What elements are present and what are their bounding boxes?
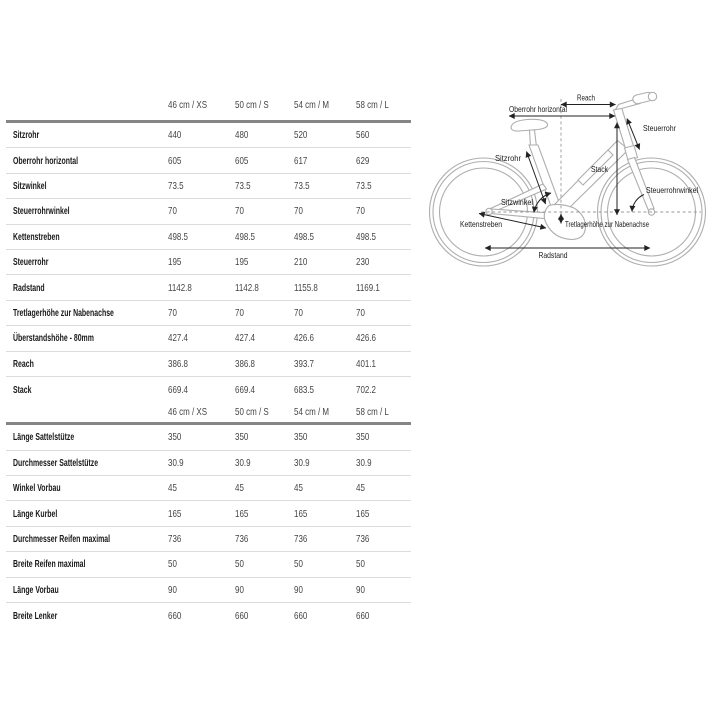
row-value: 520 [294, 129, 308, 142]
row-value: 660 [235, 609, 249, 622]
table-row [6, 275, 411, 300]
table-row [6, 225, 411, 250]
row-value: 605 [235, 154, 249, 167]
component-geometry-table [6, 402, 411, 628]
row-value: 70 [168, 306, 177, 319]
saddle [511, 119, 548, 131]
row-label: Überstandshöhe - 80mm [13, 332, 94, 345]
row-value: 498.5 [235, 230, 255, 243]
row-value: 50 [235, 558, 244, 571]
row-value: 70 [168, 205, 177, 218]
row-value: 427.4 [168, 332, 188, 345]
kettenstreben-label: Kettenstreben [460, 219, 503, 229]
row-label: Länge Sattelstütze [13, 431, 75, 444]
table-row [6, 451, 411, 476]
row-value: 669.4 [235, 383, 255, 396]
row-label: Länge Kurbel [13, 507, 58, 520]
row-value: 350 [294, 431, 308, 444]
size-column-header: 46 cm / XS [168, 406, 208, 419]
row-value: 401.1 [356, 357, 376, 370]
row-value: 350 [235, 431, 249, 444]
steuerrohr-label: Steuerrohr [643, 123, 677, 133]
row-label: Oberrohr horizontal [13, 154, 79, 167]
size-column-header: 58 cm / L [356, 406, 389, 419]
bike-outline [430, 92, 706, 266]
row-label: Breite Reifen maximal [13, 558, 86, 571]
row-value: 702.2 [356, 383, 376, 396]
chain-stay [491, 209, 550, 219]
row-value: 50 [294, 558, 303, 571]
table-row [6, 352, 411, 377]
row-label: Kettenstreben [13, 230, 60, 243]
row-label: Durchmesser Sattelstütze [13, 456, 99, 469]
row-value: 1142.8 [168, 281, 192, 294]
table-row [6, 425, 411, 450]
table-row [6, 301, 411, 326]
row-value: 426.6 [294, 332, 314, 345]
row-value: 70 [235, 306, 244, 319]
row-label: Steuerrohrwinkel [13, 205, 70, 218]
row-value: 45 [235, 482, 244, 495]
frame-geometry-table [6, 90, 411, 402]
row-value: 440 [168, 129, 182, 142]
row-label: Reach [13, 357, 34, 370]
row-value: 195 [235, 256, 249, 269]
row-value: 165 [356, 507, 370, 520]
table-row [6, 123, 411, 148]
table-row [6, 552, 411, 577]
row-value: 90 [168, 583, 177, 596]
row-value: 736 [294, 533, 308, 546]
row-value: 70 [294, 306, 303, 319]
row-value: 560 [356, 129, 370, 142]
row-value: 669.4 [168, 383, 188, 396]
row-value: 427.4 [235, 332, 255, 345]
geometry-tables [6, 90, 411, 628]
table-row [6, 174, 411, 199]
row-value: 498.5 [356, 230, 376, 243]
row-value: 45 [294, 482, 303, 495]
table-row [6, 501, 411, 526]
row-value: 736 [235, 533, 249, 546]
row-value: 90 [235, 583, 244, 596]
row-value: 426.6 [356, 332, 376, 345]
row-value: 350 [168, 431, 182, 444]
row-label: Breite Lenker [13, 609, 58, 622]
row-value: 617 [294, 154, 308, 167]
row-value: 386.8 [235, 357, 255, 370]
row-value: 498.5 [294, 230, 314, 243]
table-row [6, 578, 411, 603]
row-value: 683.5 [294, 383, 314, 396]
row-value: 605 [168, 154, 182, 167]
row-value: 30.9 [356, 456, 372, 469]
table-row [6, 377, 411, 402]
row-value: 350 [356, 431, 370, 444]
row-label: Tretlagerhöhe zur Nabenachse [13, 306, 114, 319]
table-row [6, 199, 411, 224]
row-label: Winkel Vorbau [13, 482, 61, 495]
row-value: 736 [356, 533, 370, 546]
tretlagerhoehe-label: Tretlagerhöhe zur Nabenachse [565, 219, 650, 229]
row-value: 73.5 [168, 179, 184, 192]
steuerrohrwinkel-label: Steuerrohrwinkel [646, 185, 699, 195]
table-row [6, 148, 411, 173]
row-value: 660 [356, 609, 370, 622]
table-row [6, 476, 411, 501]
row-value: 70 [294, 205, 303, 218]
row-value: 70 [235, 205, 244, 218]
row-label: Sitzrohr [13, 129, 40, 142]
row-value: 73.5 [356, 179, 372, 192]
row-value: 736 [168, 533, 182, 546]
row-label: Steuerrohr [13, 256, 49, 269]
row-value: 45 [356, 482, 365, 495]
size-header-row [6, 402, 411, 425]
reach-label: Reach [577, 92, 596, 103]
table-row [6, 603, 411, 628]
size-column-header: 54 cm / M [294, 406, 330, 419]
row-value: 73.5 [235, 179, 251, 192]
stack-label: Stack [591, 164, 609, 174]
sitzwinkel-label: Sitzwinkel [501, 197, 534, 207]
rear-dropout [486, 208, 492, 214]
seat-tube [529, 145, 562, 211]
fork-crown [625, 146, 638, 161]
row-value: 210 [294, 256, 308, 269]
row-value: 1155.8 [294, 281, 318, 294]
row-label: Durchmesser Reifen maximal [13, 533, 111, 546]
fork [628, 158, 655, 211]
table-row [6, 250, 411, 275]
row-value: 629 [356, 154, 370, 167]
row-value: 386.8 [168, 357, 188, 370]
row-value: 45 [168, 482, 177, 495]
sitzrohr-label: Sitzrohr [495, 153, 522, 163]
size-column-header: 54 cm / M [294, 99, 330, 111]
row-value: 73.5 [294, 179, 310, 192]
row-value: 165 [294, 507, 308, 520]
row-value: 230 [356, 256, 370, 269]
row-value: 165 [235, 507, 249, 520]
row-label: Radstand [13, 281, 45, 294]
row-value: 90 [294, 583, 303, 596]
row-value: 498.5 [168, 230, 188, 243]
row-value: 660 [294, 609, 308, 622]
row-label: Stack [13, 383, 32, 396]
row-value: 30.9 [168, 456, 184, 469]
table-row [6, 527, 411, 552]
row-value: 1142.8 [235, 281, 259, 294]
row-value: 50 [356, 558, 365, 571]
row-label: Länge Vorbau [13, 583, 59, 596]
row-label: Sitzwinkel [13, 179, 47, 192]
bike-geometry-diagram [420, 80, 720, 280]
row-value: 660 [168, 609, 182, 622]
size-header-row [6, 90, 411, 123]
row-value: 1169.1 [356, 281, 380, 294]
row-value: 50 [168, 558, 177, 571]
steuerrohrwinkel-angle-arc [632, 195, 644, 212]
size-column-header: 46 cm / XS [168, 99, 208, 111]
row-value: 70 [356, 306, 365, 319]
size-column-header: 50 cm / S [235, 99, 269, 111]
row-value: 393.7 [294, 357, 314, 370]
row-value: 30.9 [235, 456, 251, 469]
size-column-header: 58 cm / L [356, 99, 389, 111]
row-value: 70 [356, 205, 365, 218]
radstand-label: Radstand [538, 250, 568, 260]
row-value: 90 [356, 583, 365, 596]
table-row [6, 326, 411, 351]
row-value: 165 [168, 507, 182, 520]
row-value: 30.9 [294, 456, 310, 469]
oberrohr-label: Oberrohr horizontal [509, 104, 568, 114]
row-value: 480 [235, 129, 249, 142]
size-column-header: 50 cm / S [235, 406, 269, 419]
row-value: 195 [168, 256, 182, 269]
handlebar-end-ring [648, 92, 656, 100]
